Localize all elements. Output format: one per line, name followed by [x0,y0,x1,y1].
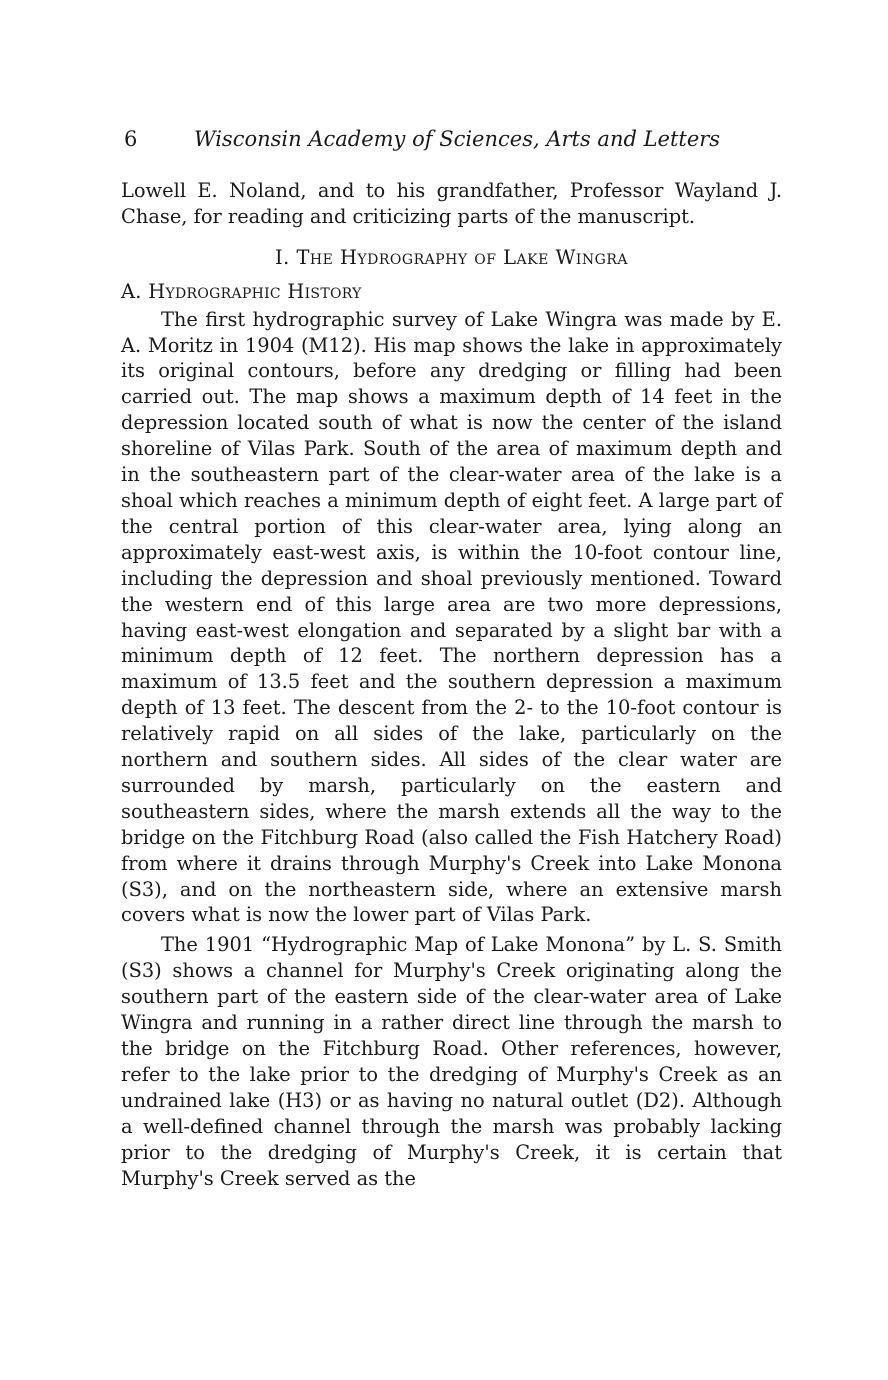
section-heading: I. The Hydrography of Lake Wingra [274,245,628,269]
running-header [124,124,784,154]
paragraph-2: The 1901 “Hydrographic Map of Lake Monona” by L. S. Smith (S3) shows a channel for Murphy's Creek originating along the southern part of the eastern side of the clear-water area of Lake Wingra and running in a rather direct line through the marsh to the bridge on the Fitchburg Road. Other references, however, refer to the lake prior to the dredging of Murphy's Creek as an undrained lake (H3) or as having no natural outlet (D2). Although a well-defined channel through the marsh was probably lacking prior to the dredging of Murphy's Creek, it is certain that Murphy's Creek served as the [121,933,782,1190]
running-title: Wisconsin Academy of Sciences, Arts and Letters [194,127,721,151]
page-number: 6 [124,127,138,151]
paragraph-1: The first hydrographic survey of Lake Wingra was made by E. A. Moritz in 1904 (M12). His map shows the lake in approximately its original contours, before any dredging or filling had been carried out. The map shows a maximum depth of 14 feet in the depression located south of what is now the center of the island shoreline of Vilas Park. South of the area of maximum depth and in the southeastern part of the clear-water area of the lake is a shoal which reaches a minimum depth of eight feet. A large part of the central portion of this clear-water area, lying along an approximately east-west axis, is within the 10-foot contour line, including the depression and shoal previously mentioned. Toward the western end of this large area are two more depressions, having east-west elongation and separated by a slight bar with a minimum depth of 12 feet. The northern depression has a maximum of 13.5 feet and the southern depression a maximum depth of 13 feet. The descent from the 2- to the 10-foot contour is relatively rapid on all sides of the lake, particularly on the northern and southern sides. All sides of the clear water are surrounded by marsh, particularly on the eastern and southeastern sides, where the marsh extends all the way to the bridge on the Fitchburg Road (also called the Fish Hatchery Road) from where it drains through Murphy's Creek into Lake Monona (S3), and on the northeastern side, where an extensive marsh covers what is now the lower part of Vilas Park. [121,307,782,927]
subsection-heading: A. Hydrographic History [121,279,362,303]
continuation-paragraph: Lowell E. Noland, and to his grandfather, Professor Wayland J. Chase, for reading and criticizing parts of the manuscript. [121,179,782,228]
body-text [121,178,782,1191]
